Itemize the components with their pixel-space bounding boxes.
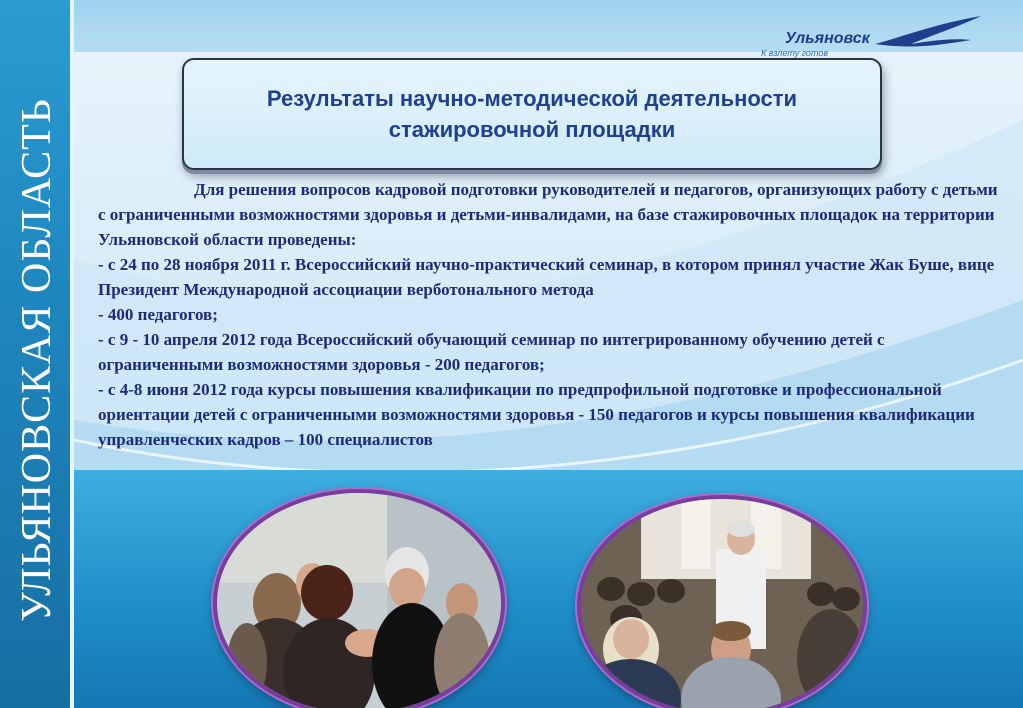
seminar-photo-audience xyxy=(577,495,867,708)
list-item: - с 24 по 28 ноября 2011 г. Всероссийский научно-практический семинар, в котором принял участие Жак Буше, вице Президент Международной ассоциации верботонального метода xyxy=(98,255,995,299)
list-item: - с 9 - 10 апреля 2012 года Всероссийский обучающий семинар по интегрированному обучению детей с ограниченными возможностями здоровья - 200 педагогов; xyxy=(98,330,885,374)
seminar-photo-dance xyxy=(213,489,505,708)
title-box xyxy=(182,58,882,170)
slide-title xyxy=(267,83,797,145)
list-item: - с 4-8 июня 2012 года курсы повышения квалификации по предпрофильной подготовке и профессиональной ориентации детей с ограниченными возможностями здоровья - 150 педагогов и курсы повышения квалификации управленческих кадров – 100 специалистов xyxy=(98,380,975,449)
logo-name: Ульяновск xyxy=(785,30,870,47)
region-title: УЛЬЯНОВСКАЯ ОБЛАСТЬ xyxy=(14,98,60,622)
sidebar-divider xyxy=(70,0,74,708)
list-item: - 400 педагогов; xyxy=(98,305,218,324)
title-line-1: Результаты научно-методической деятельности xyxy=(266,86,798,111)
logo-slogan: К взлету готов xyxy=(761,48,829,58)
sidebar xyxy=(0,0,74,708)
intro-paragraph: Для решения вопросов кадровой подготовки руководителей и педагогов, организующих работу с детьми с ограниченными возможностями здоровья и детьми-инвалидами, на базе стажировочных площадок на территории Ульяновской области проведены: xyxy=(98,180,998,249)
body-text xyxy=(98,177,1004,452)
swoosh-icon xyxy=(875,14,983,58)
city-logo xyxy=(745,12,985,62)
title-line-2: стажировочной площадки xyxy=(388,117,676,142)
